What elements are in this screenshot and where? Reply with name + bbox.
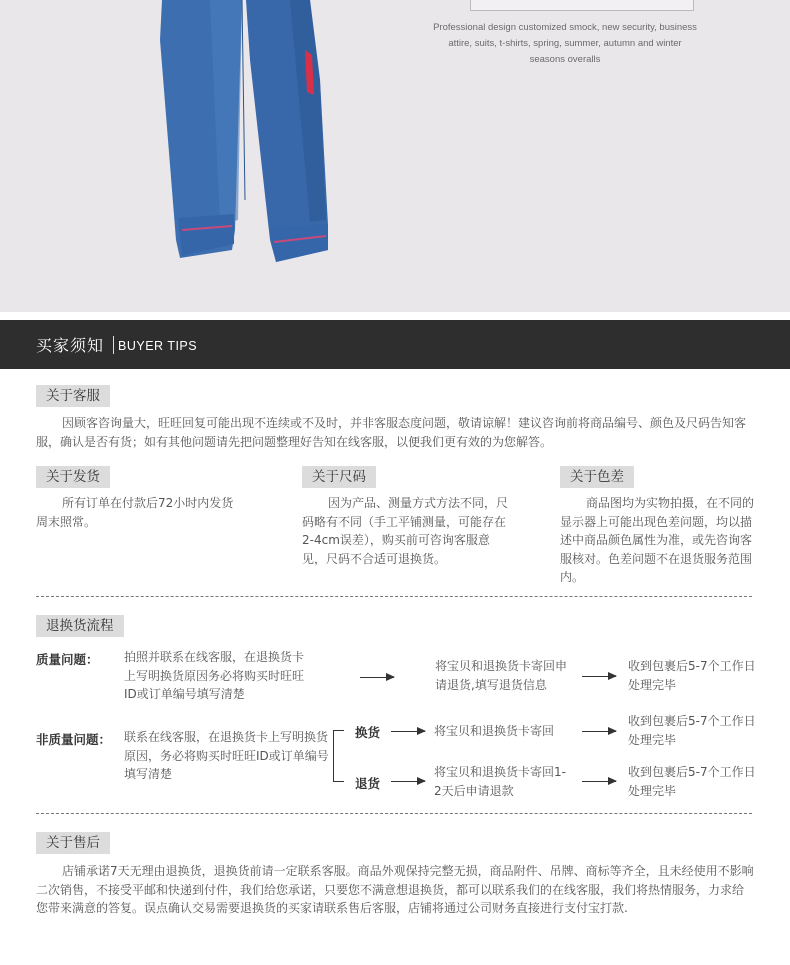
quality-step3: 收到包裹后5-7个工作日处理完毕	[628, 659, 756, 692]
arrow-icon	[582, 731, 616, 732]
customer-service-label: 关于客服	[36, 385, 110, 407]
arrow-icon	[582, 676, 616, 677]
exchange-step2: 将宝贝和退换货卡寄回	[434, 724, 555, 738]
refund-step3: 收到包裹后5-7个工作日处理完毕	[628, 765, 756, 798]
exchange-label: 换货	[355, 725, 381, 740]
size-label: 关于尺码	[302, 466, 376, 488]
dashed-divider	[36, 596, 752, 597]
size-text: 因为产品、测量方式方法不同，尺码略有不同（手工平铺测量，可能存在2-4cm误差），购买前可咨询客服意见，尺码不合适可退换货。	[302, 496, 509, 566]
arrow-icon	[582, 781, 616, 782]
color-label: 关于色差	[560, 466, 634, 488]
buyer-tips-header	[0, 320, 790, 369]
return-flow-label: 退换货流程	[36, 615, 124, 637]
shipping-label: 关于发货	[36, 466, 110, 488]
buyer-tips-title-cn: 买家须知	[36, 336, 105, 355]
title-divider	[113, 336, 114, 354]
quality-step2: 将宝贝和退换货卡寄回申请退货,填写退货信息	[435, 659, 568, 692]
arrow-icon	[360, 677, 394, 678]
customer-service-text: 因顾客咨询量大，旺旺回复可能出现不连续或不及时，并非客服态度问题，敬请谅解！建议咨询前将商品编号、颜色及尺码告知客服，确认是否有货；如有其他问题请先把问题整理好告知在线客服，以便我们更有效的为您解答。	[36, 416, 747, 449]
branch-bracket	[333, 730, 344, 782]
color-text: 商品图均为实物拍摄，在不同的显示器上可能出现色差问题，均以描述中商品颜色属性为准，或先咨询客服核对。色差问题不在退货服务范围内。	[560, 496, 755, 584]
product-description: Professional design customized smock, new security, business attire, suits, t-shirts, spring, summer, autumn and winter seasons overalls	[433, 22, 697, 65]
divider	[0, 312, 790, 320]
refund-step2: 将宝贝和退换货卡寄回1-2天后申请退款	[434, 765, 566, 798]
arrow-icon	[391, 731, 425, 732]
quality-issue-title: 质量问题：	[36, 652, 99, 667]
pants-image	[150, 0, 350, 270]
after-sales-label: 关于售后	[36, 832, 110, 854]
non-quality-step1: 联系在线客服，在退换货卡上写明换货原因，务必将购买时旺旺ID或订单编号填写清楚	[124, 730, 329, 781]
quality-step1: 拍照并联系在线客服，在退换货卡上写明换货原因务必将购买时旺旺ID或订单编号填写清楚	[124, 650, 305, 701]
product-photo	[0, 0, 790, 312]
dashed-divider	[36, 813, 752, 814]
after-sales-text: 店铺承诺7天无理由退换货，退换货前请一定联系客服。商品外观保持完整无损，商品附件、吊牌、商标等齐全，且未经使用不影响二次销售，不接受平邮和快递到付件，我们给您承诺，只要您不满意想退换货，都可以联系我们的在线客服，我们将热情服务，力求给您带来满意的答复。误点确认交易需要退换货的买家请联系售后客服，店铺将通过公司财务直接进行支付宝打款.	[36, 864, 754, 915]
arrow-icon	[391, 781, 425, 782]
buyer-tips-title-en: BUYER TIPS	[118, 339, 198, 353]
shipping-text: 所有订单在付款后72小时内发货周末照常。	[36, 496, 234, 529]
photo-caption-card	[470, 0, 694, 11]
refund-label: 退货	[355, 776, 381, 791]
non-quality-issue-title: 非质量问题：	[36, 732, 112, 747]
exchange-step3: 收到包裹后5-7个工作日处理完毕	[628, 714, 756, 747]
